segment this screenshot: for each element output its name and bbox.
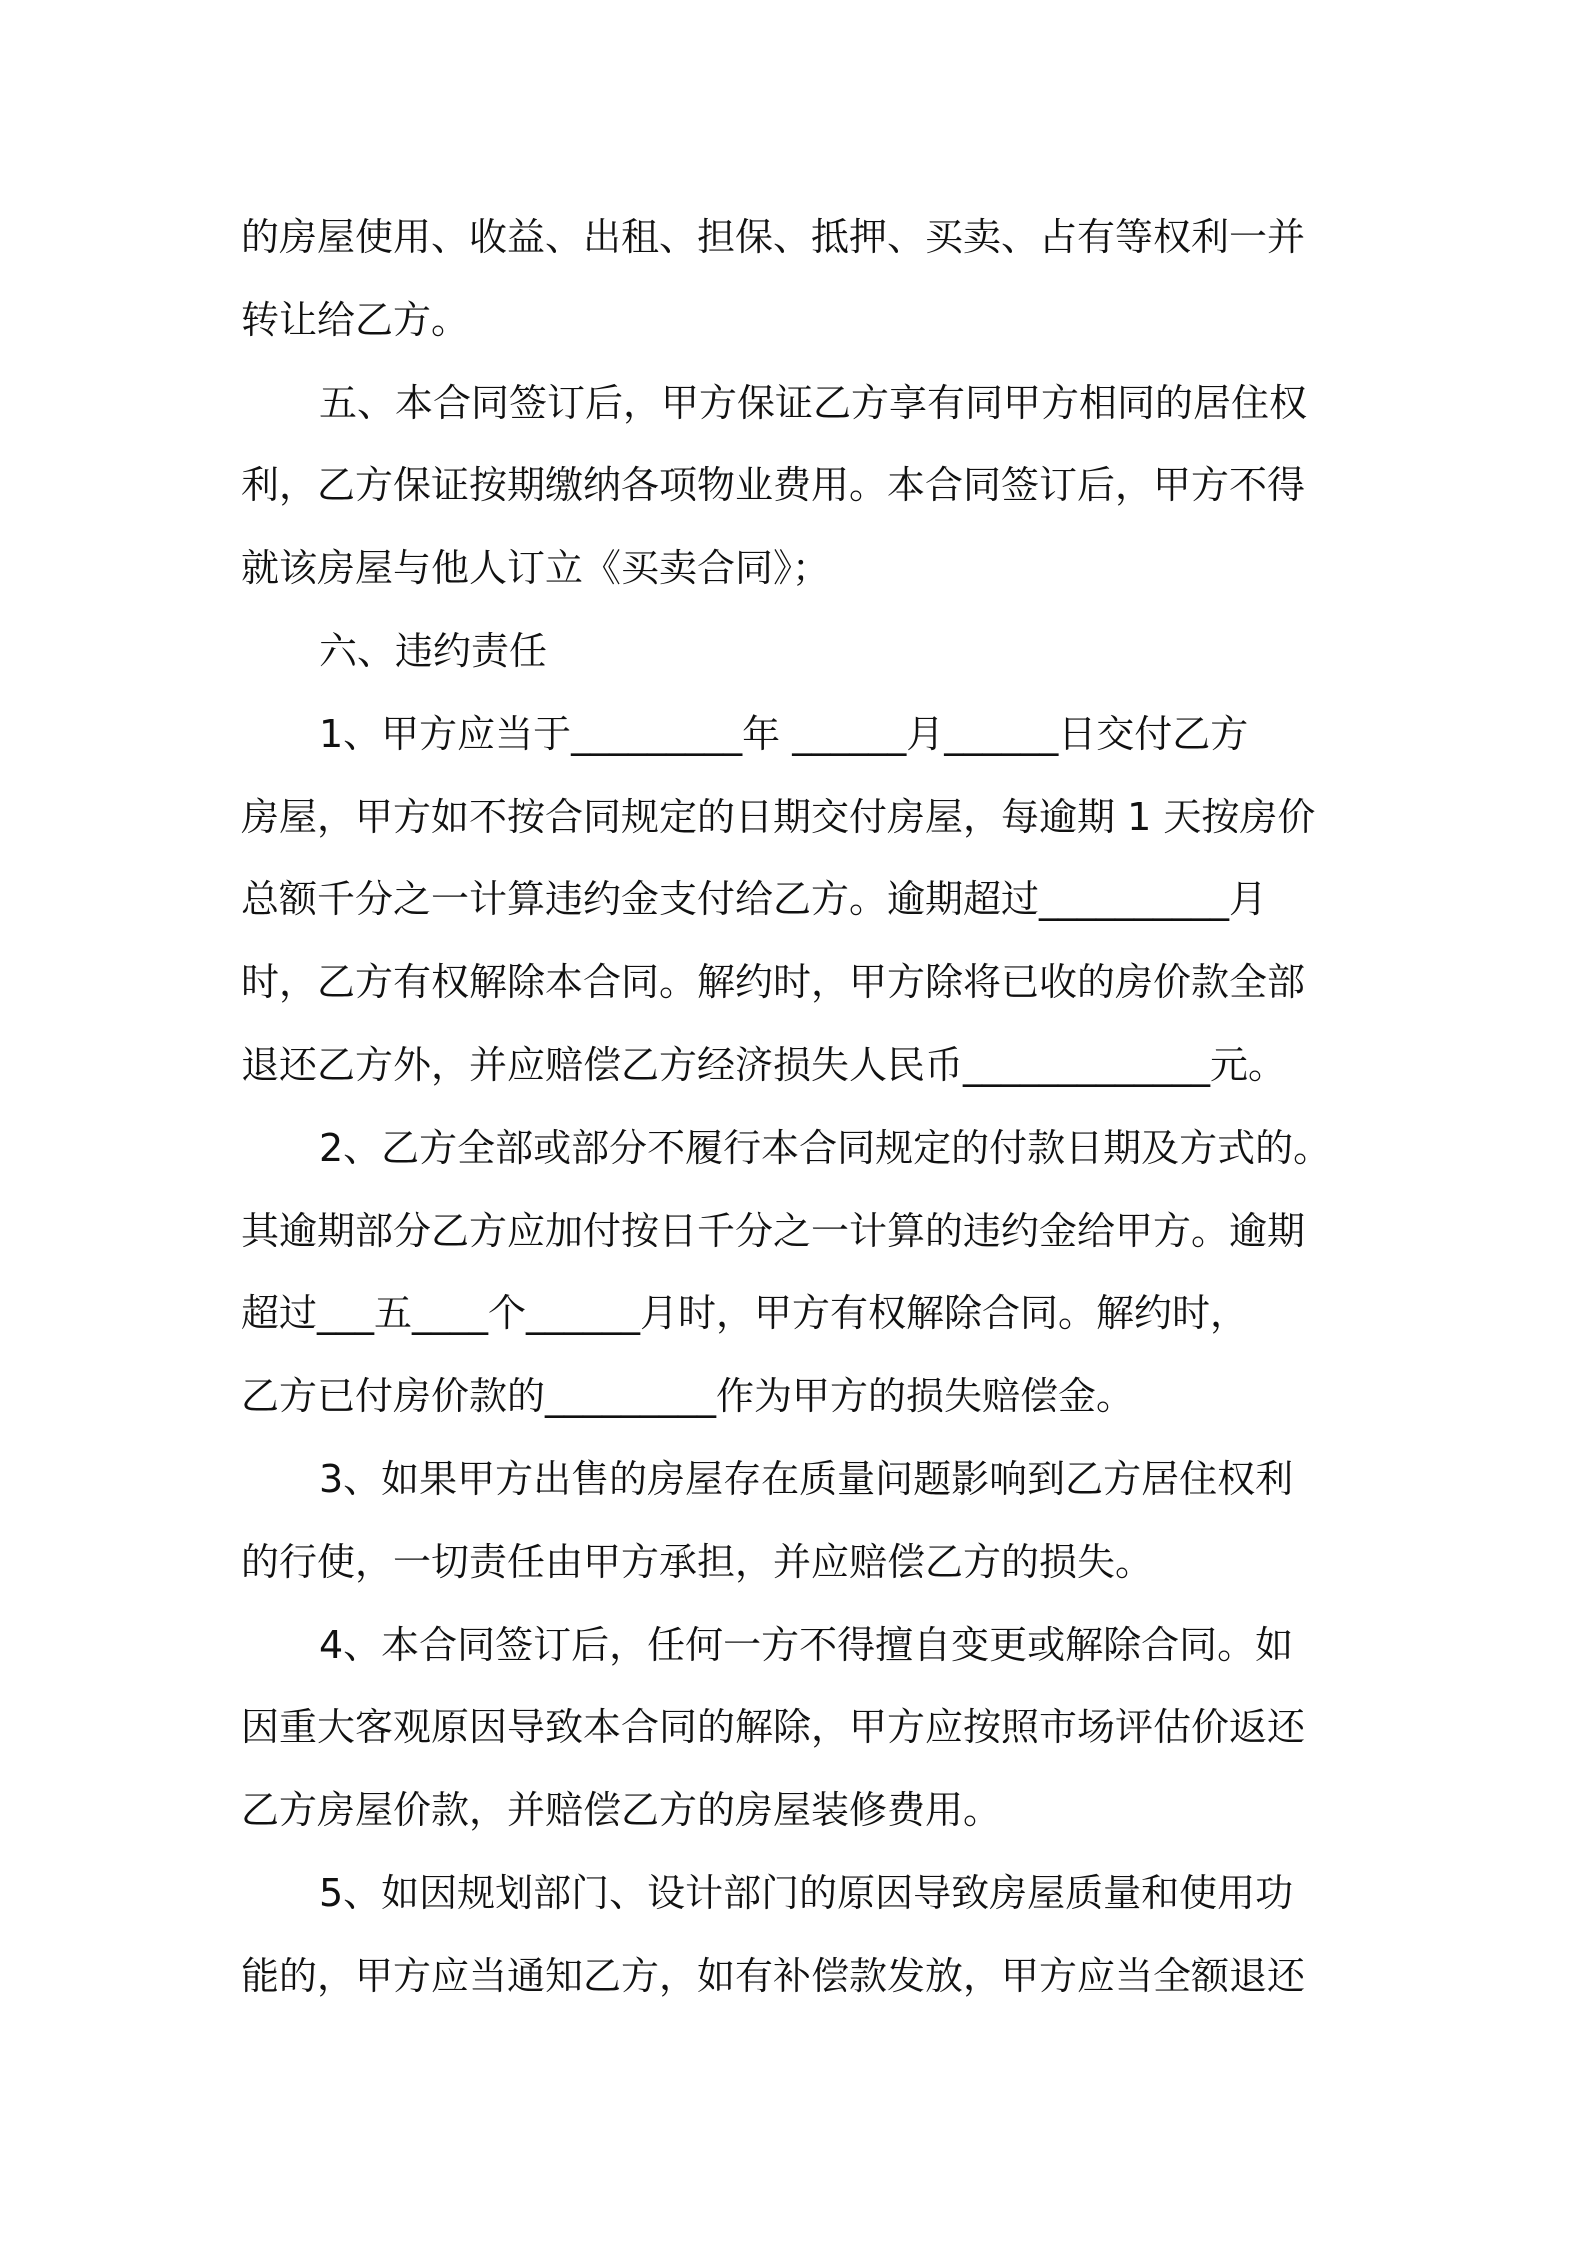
text-line: 乙方已付房价款的_________作为甲方的损失赔偿金。: [241, 1374, 1135, 1419]
paragraph-start: 五、本合同签订后，甲方保证乙方享有同甲方相同的居住权: [319, 380, 1308, 425]
text-line: 其逾期部分乙方应加付按日千分之一计算的违约金给甲方。逾期: [241, 1208, 1306, 1253]
text-line: 因重大客观原因导致本合同的解除，甲方应按照市场评估价返还: [241, 1705, 1306, 1750]
paragraph-start: 4、本合同签订后，任何一方不得擅自变更或解除合同。如: [319, 1622, 1294, 1667]
text-line: 的行使，一切责任由甲方承担，并应赔偿乙方的损失。: [241, 1539, 1154, 1584]
text-line: 就该房屋与他人订立《买卖合同》；: [241, 546, 831, 591]
text-line: 房屋，甲方如不按合同规定的日期交付房屋，每逾期 1 天按房价: [241, 794, 1316, 839]
text-line: 的房屋使用、收益、出租、担保、抵押、买卖、占有等权利一并: [241, 215, 1306, 259]
text-line: 能的，甲方应当通知乙方，如有补偿款发放，甲方应当全额退还: [241, 1953, 1306, 1998]
text-line: 乙方房屋价款，并赔偿乙方的房屋装修费用。: [241, 1788, 1002, 1833]
document-body: [241, 196, 1356, 2018]
paragraph-start: 5、如因规划部门、设计部门的原因导致房屋质量和使用功: [319, 1870, 1294, 1915]
text-line: 时，乙方有权解除本合同。解约时，甲方除将已收的房价款全部: [241, 960, 1306, 1005]
text-line: 转让给乙方。: [241, 297, 470, 342]
text-line: 退还乙方外，并应赔偿乙方经济损失人民币_____________元。: [241, 1042, 1287, 1087]
text-line: 超过___五____个______月时，甲方有权解除合同。解约时，: [241, 1291, 1249, 1336]
paragraph-start: 1、甲方应当于_________年 ______月______日交付乙方: [319, 711, 1249, 756]
paragraph-start: 3、如果甲方出售的房屋存在质量问题影响到乙方居住权利: [319, 1456, 1294, 1501]
text-line: 利，乙方保证按期缴纳各项物业费用。本合同签订后，甲方不得: [241, 463, 1306, 508]
text-line: 总额千分之一计算违约金支付给乙方。逾期超过__________月: [241, 877, 1268, 922]
paragraph-start: 2、乙方全部或部分不履行本合同规定的付款日期及方式的。: [319, 1125, 1332, 1170]
section-heading: 六、违约责任: [319, 628, 548, 673]
